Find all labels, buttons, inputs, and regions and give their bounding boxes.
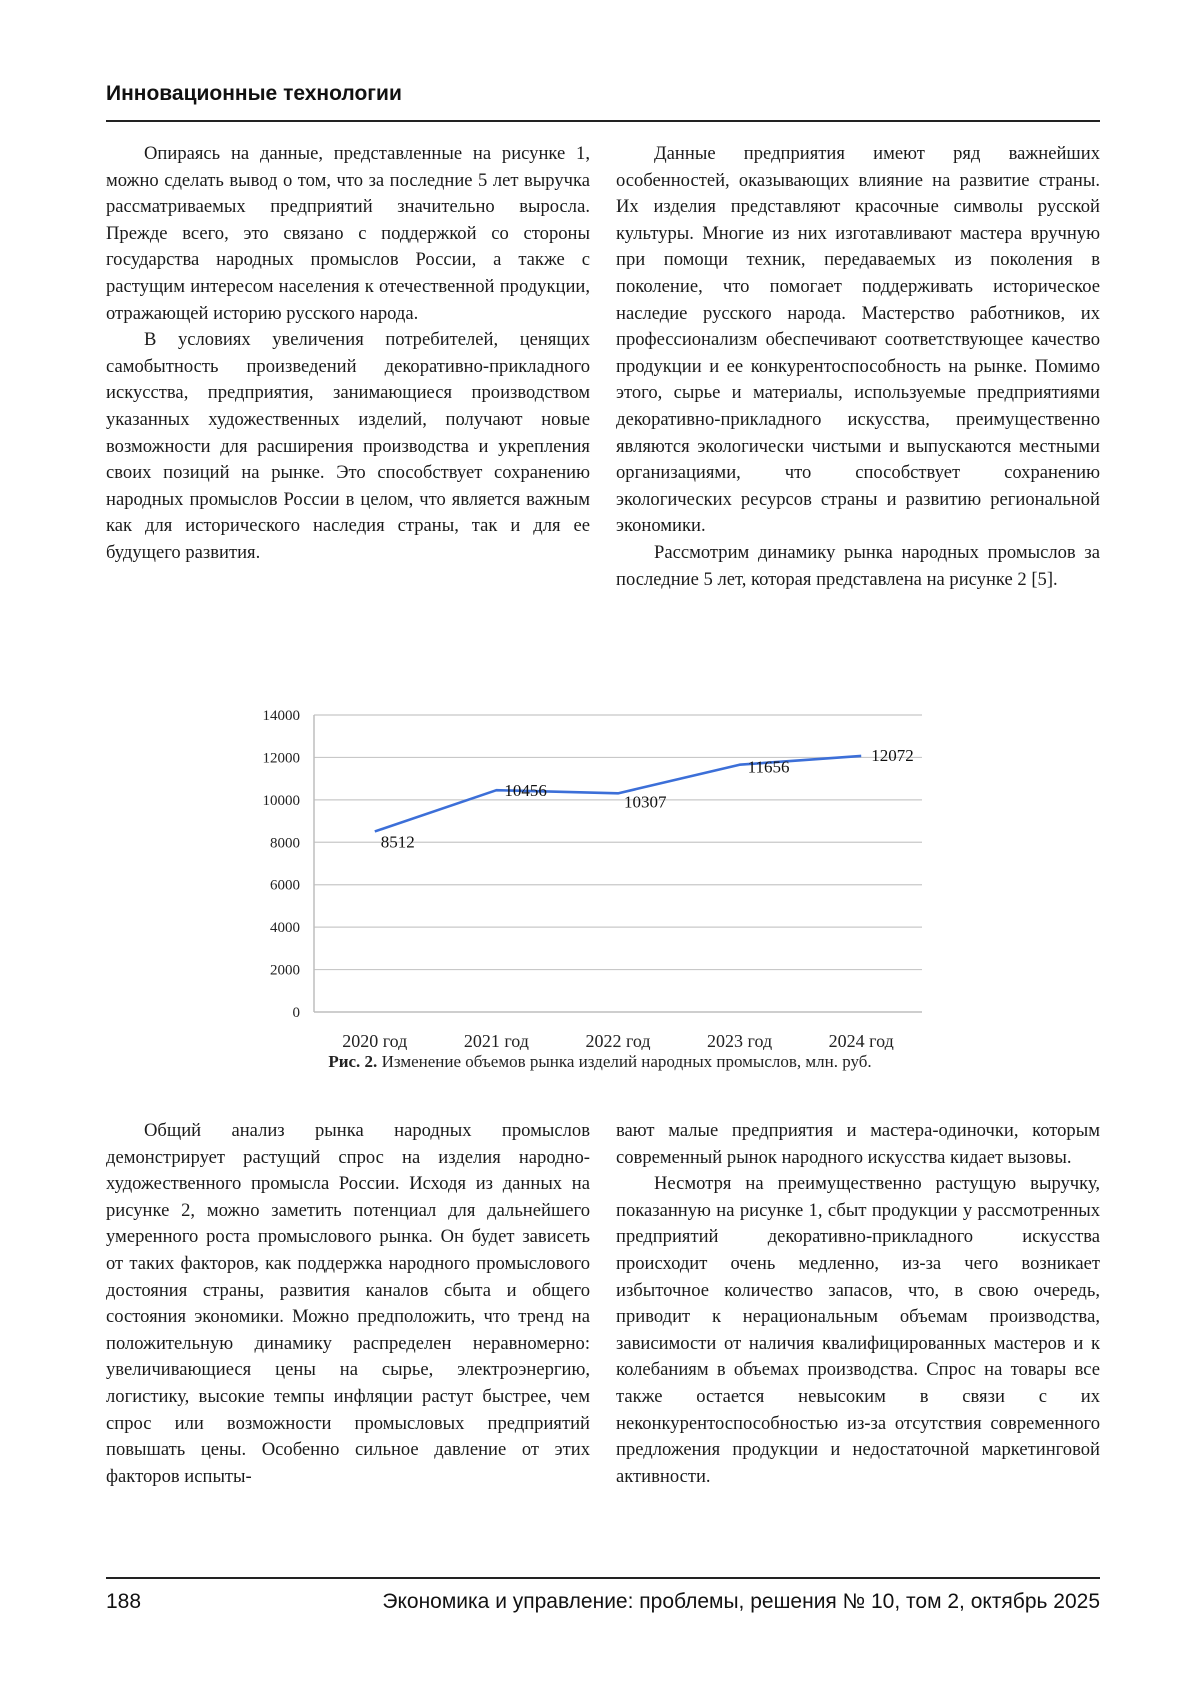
paragraph-continued: вают малые предприятия и мастера-одиночки, которым современный рынок народного искусства кидает вызовы. (616, 1120, 1100, 1168)
y-tick-label: 12000 (262, 750, 300, 767)
text-column-bottom-left (106, 1118, 590, 1490)
page-number: 188 (106, 1590, 142, 1613)
text-column-top-right (616, 141, 1100, 593)
figure-caption (250, 1052, 950, 1072)
paragraph: Рассмотрим динамику рынка народных промыслов за последние 5 лет, которая представлена на рисунке 2 [5]. (616, 541, 1100, 590)
figure-caption-label: Рис. 2. (328, 1052, 378, 1071)
y-tick-label: 14000 (262, 708, 300, 724)
x-tick-label: 2024 год (828, 1031, 894, 1050)
paragraph: Данные предприятия имеют ряд важнейших особенностей, оказывающих влияние на развитие страны. Их изделия представляют красочные символы русской культуры. Многие из них изготавливают мастера вручную при помощи техник, передаваемых из поколения в поколение, что помогает поддерживать историческое наследие русского народа. Мастерство работников, их профессионализм обеспечивают соответствующее качество продукции и ее конкурентоспособность на рынке. Помимо этого, сырье и материалы, используемые предприятиями декоративно-прикладного искусства, преимущественно являются экологически чистыми и выпускаются местными организациями, что способствует сохранению экологических ресурсов страны и развитию региональной экономики. (616, 143, 1100, 537)
data-label: 11656 (747, 757, 790, 777)
header-rule (106, 120, 1100, 122)
text-column-bottom-right (616, 1118, 1100, 1490)
y-tick-label: 2000 (270, 962, 300, 979)
y-tick-label: 8000 (270, 835, 300, 852)
y-tick-label: 0 (292, 1005, 300, 1021)
data-label: 10456 (504, 781, 547, 801)
figure-caption-text: Изменение объемов рынка изделий народных промыслов, млн. руб. (377, 1052, 872, 1071)
data-label: 12072 (871, 745, 914, 765)
paragraph: Опираясь на данные, представленные на рисунке 1, можно сделать вывод о том, что за последние 5 лет выручка рассматриваемых предприятий значительно выросла. Прежде всего, это связано с поддержкой со стороны государства народных промыслов России, а также с растущим интересом населения к отечественной продукции, отражающей историю русского народа. (106, 143, 590, 324)
paragraph: Общий анализ рынка народных промыслов демонстрирует растущий спрос на изделия народно-художественного промысла России. Исходя из данных на рисунке 2, можно заметить потенциал для дальнейшего умеренного роста промыслового рынка. Он будет зависеть от таких факторов, как поддержка народного промыслового достояния страны, развития каналов сбыта и общего состояния экономики. Можно предположить, что тренд на положительную динамику распределен неравномерно: увеличивающиеся цены на сырье, электроэнергию, логистику, высокие темпы инфляции растут быстрее, чем спрос или возможности промысловых предприятий повышать цены. Особенно сильное давление от этих факторов испыты- (106, 1120, 590, 1487)
section-title: Инновационные технологии (106, 82, 402, 105)
data-label: 8512 (380, 832, 415, 852)
x-tick-label: 2022 год (585, 1031, 651, 1050)
journal-citation: Экономика и управление: проблемы, решения № 10, том 2, октябрь 2025 (382, 1590, 1100, 1613)
x-tick-label: 2023 год (707, 1031, 773, 1050)
y-tick-label: 10000 (262, 792, 300, 809)
figure-2 (250, 690, 950, 1090)
paragraph: В условиях увеличения потребителей, ценящих самобытность произведений декоративно-прикладного искусства, предприятия, занимающиеся производством указанных художественных изделий, получают новые возможности для расширения производства и укрепления своих позиций на рынке. Это способствует сохранению народных промыслов России в целом, что является важным как для исторического наследия страны, так и для ее будущего развития. (106, 329, 590, 563)
line-chart (250, 690, 950, 1050)
footer-rule (106, 1577, 1100, 1579)
data-label: 10307 (624, 792, 667, 812)
x-tick-label: 2021 год (463, 1031, 529, 1050)
text-column-top-left (106, 141, 590, 567)
x-tick-label: 2020 год (342, 1031, 408, 1050)
y-tick-label: 6000 (270, 877, 300, 894)
paragraph: Несмотря на преимущественно растущую выручку, показанную на рисунке 1, сбыт продукции у рассмотренных предприятий декоративно-прикладного искусства происходит очень медленно, из-за чего возникает избыточное количество запасов, что, в свою очередь, приводит к нерациональным объемам производства, зависимости от наличия квалифицированных мастеров и к колебаниям в объемах производства. Спрос на товары все также остается невысоким в связи с их неконкурентоспособностью из-за отсутствия современного предложения продукции и недостаточной маркетинговой активности. (616, 1173, 1100, 1487)
y-tick-label: 4000 (270, 920, 300, 937)
